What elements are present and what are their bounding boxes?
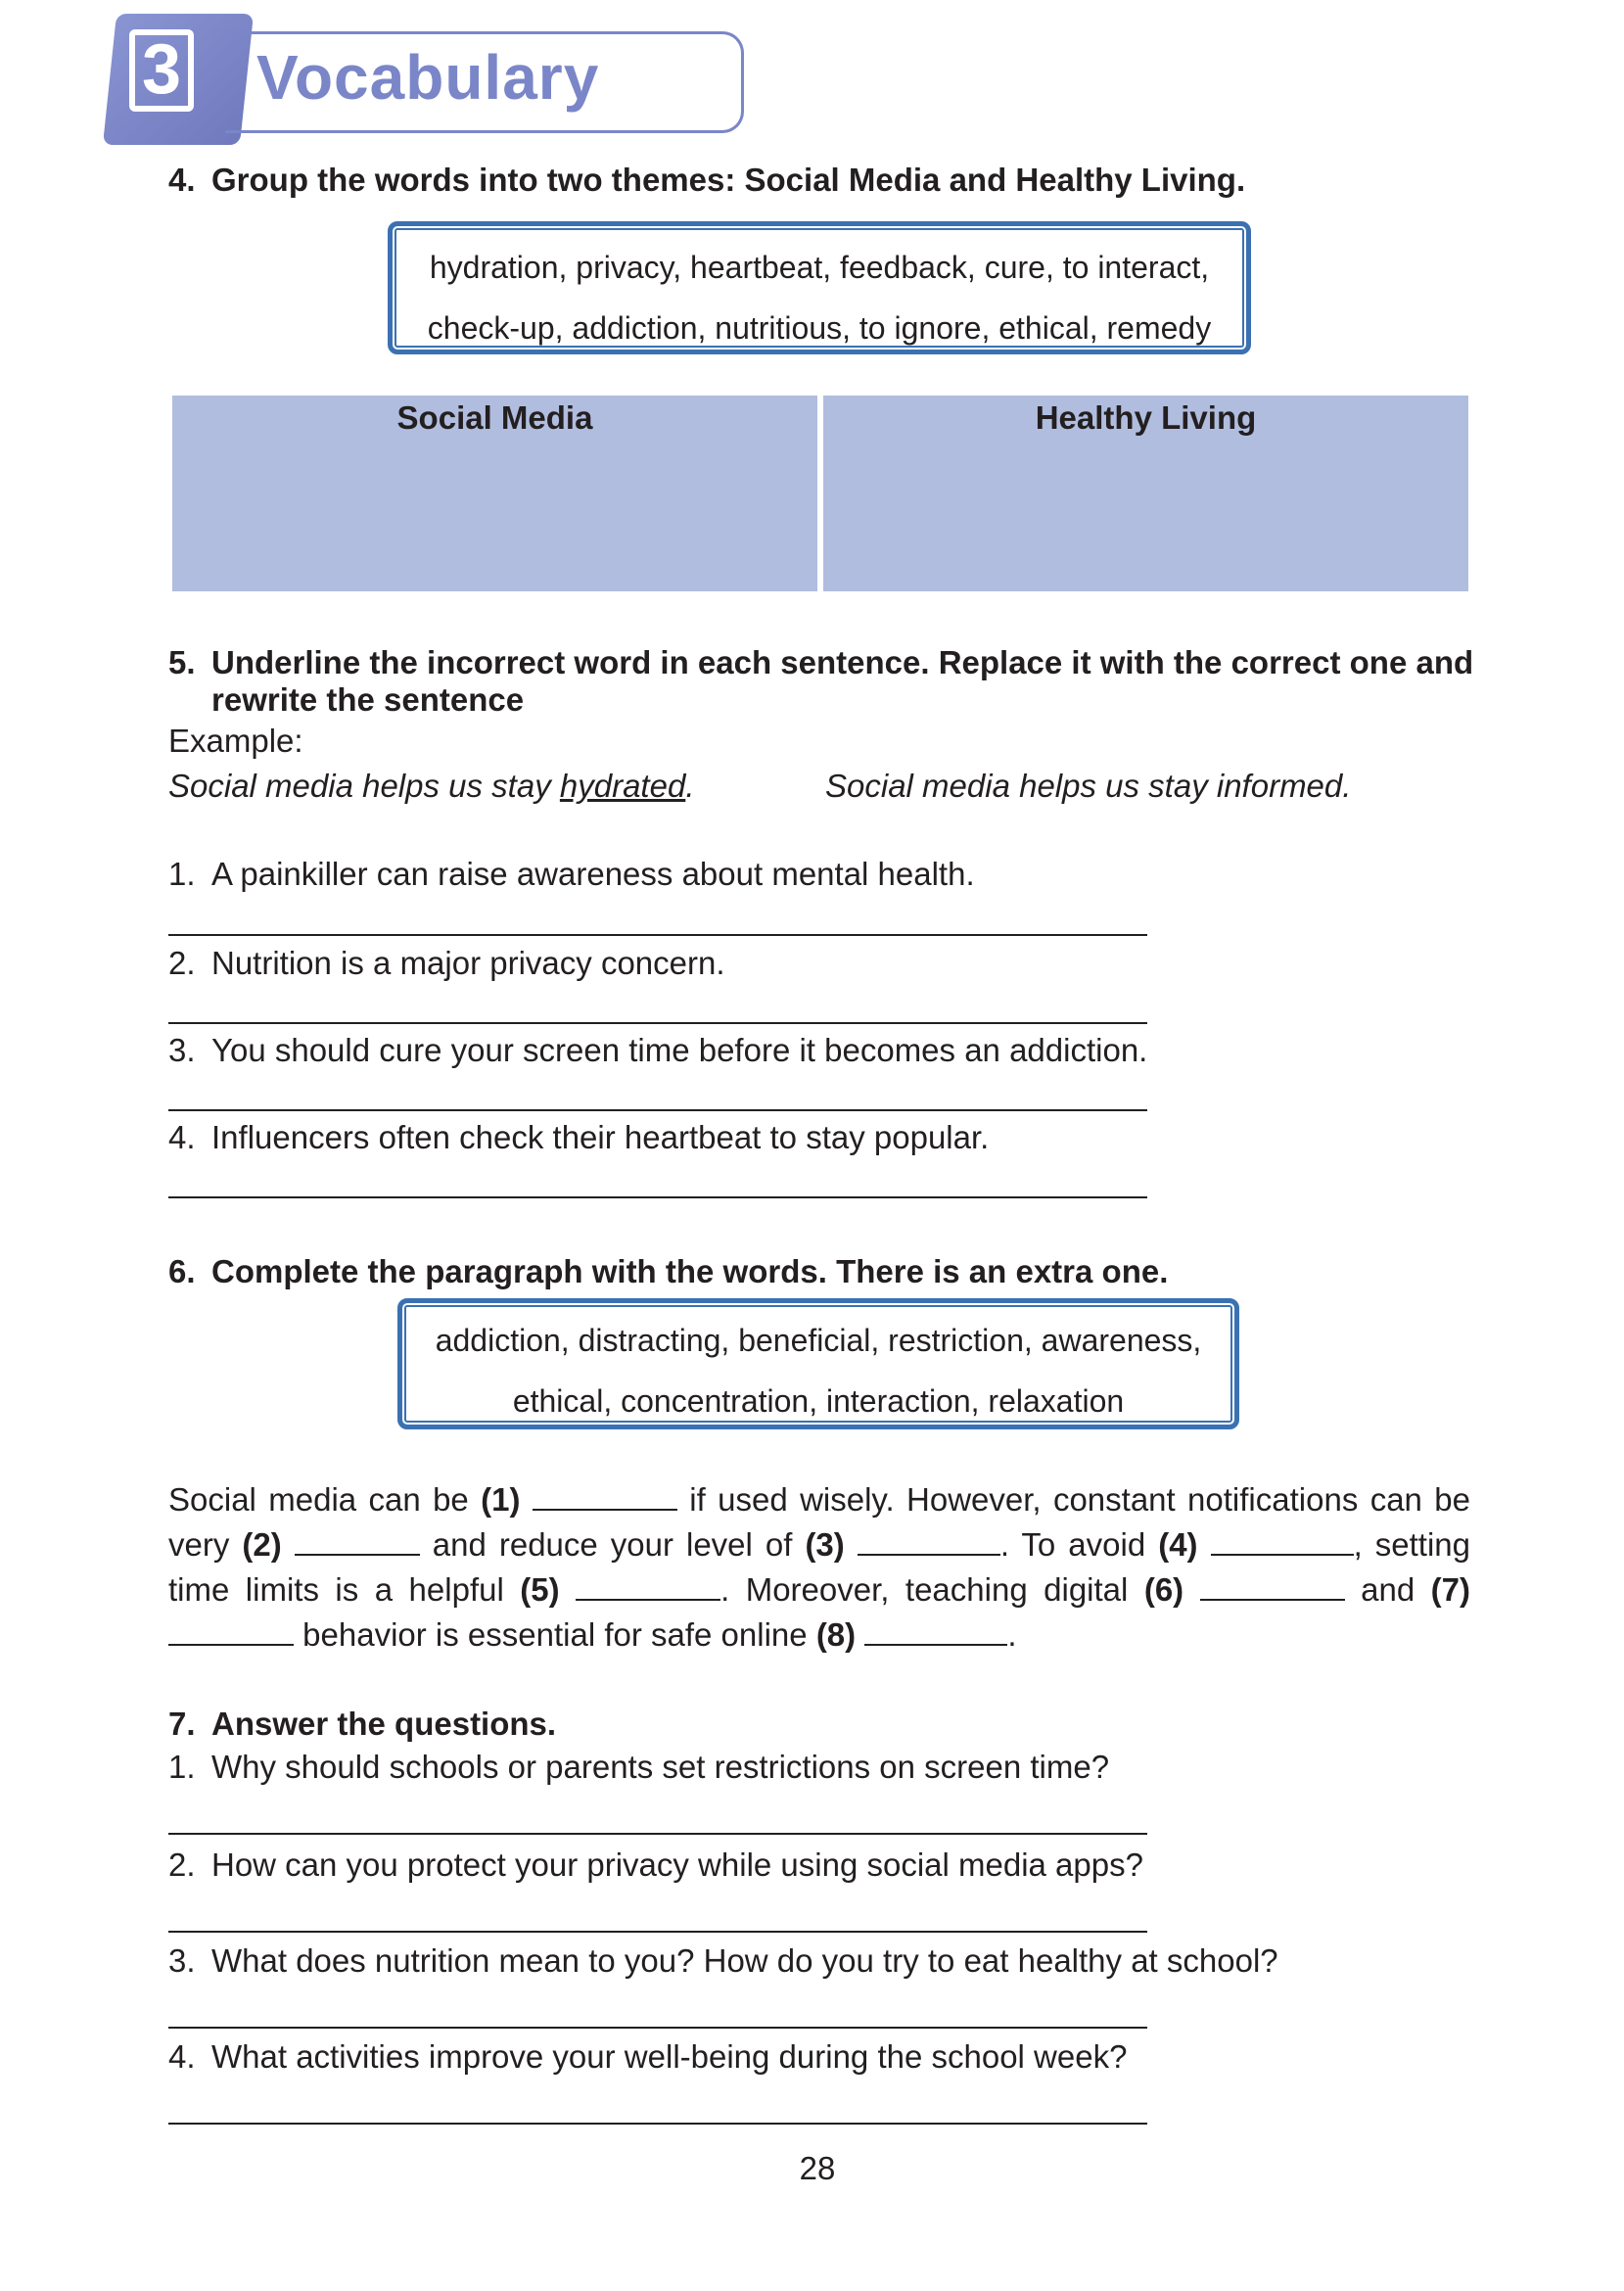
- theme-table: [172, 396, 1468, 591]
- q5-example-sentence: Social media helps us stay hydrated.: [168, 768, 695, 804]
- q5-item: 2. Nutrition is a major privacy concern.: [168, 945, 725, 981]
- gap-number: (6): [1143, 1571, 1184, 1608]
- q7-number: 7.: [168, 1706, 196, 1742]
- healthy-living-column[interactable]: [817, 396, 1468, 591]
- gap-7-blank[interactable]: [168, 1614, 294, 1646]
- q7-item: 1. Why should schools or parents set restrictions on screen time?: [168, 1749, 1110, 1785]
- gap-8-blank[interactable]: [864, 1614, 1007, 1646]
- q5-example-label: Example:: [168, 723, 303, 759]
- q5-item: 4. Influencers often check their heartbeat to stay popular.: [168, 1119, 990, 1155]
- healthy-living-header: Healthy Living: [1035, 399, 1257, 436]
- q5-example-answer: Social media helps us stay informed.: [825, 768, 1352, 804]
- q7-answer-line-3[interactable]: [168, 2027, 1147, 2029]
- gap-4-blank[interactable]: [1211, 1524, 1354, 1556]
- q4-word-line: hydration, privacy, heartbeat, feedback, cure, to interact,: [429, 250, 1210, 285]
- q7-instruction: Answer the questions.: [211, 1706, 557, 1742]
- gap-number: (5): [520, 1571, 560, 1608]
- q6-paragraph: Social media can be (1) if used wisely. However, constant notifications can be very (2) and reduce your level of (3) . To avoid (4) , setting time limits is a helpful (5) . Moreover, teaching digital (6) and (7) behavior is essential for safe online (8) .: [168, 1481, 1470, 1653]
- gap-number: (8): [815, 1616, 857, 1653]
- q5-answer-line-1[interactable]: [168, 934, 1147, 936]
- q5-item: 1. A painkiller can raise awareness about mental health.: [168, 856, 975, 892]
- gap-number: (1): [481, 1481, 521, 1518]
- unit-number: 3: [129, 29, 194, 112]
- q5-answer-line-4[interactable]: [168, 1196, 1147, 1198]
- q7-item: 3. What does nutrition mean to you? How do you try to eat healthy at school?: [168, 1942, 1278, 1979]
- q7-answer-line-2[interactable]: [168, 1931, 1147, 1933]
- q7-answer-line-1[interactable]: [168, 1833, 1147, 1835]
- q4-word-line: check-up, addiction, nutritious, to ignore, ethical, remedy: [427, 310, 1212, 346]
- q5-number: 5.: [168, 644, 196, 680]
- q5-item: 3. You should cure your screen time before it becomes an addiction.: [168, 1032, 1148, 1068]
- page-number: 28: [799, 2150, 836, 2186]
- gap-2-blank[interactable]: [295, 1524, 420, 1556]
- q6-instruction: Complete the paragraph with the words. There is an extra one.: [211, 1253, 1169, 1289]
- q6-word-line: addiction, distracting, beneficial, restriction, awareness,: [435, 1323, 1202, 1358]
- gap-3-blank[interactable]: [858, 1524, 1000, 1556]
- gap-number: (7): [1430, 1571, 1470, 1608]
- q4-heading: [168, 162, 1245, 199]
- q5-instruction-1: Underline the incorrect word in each sentence. Replace it with the correct one and: [211, 644, 1474, 680]
- q7-item: 2. How can you protect your privacy while using social media apps?: [168, 1847, 1143, 1883]
- gap-number: (2): [242, 1526, 282, 1563]
- q6-word-line: ethical, concentration, interaction, relaxation: [512, 1383, 1125, 1419]
- q4-word-box: [388, 221, 1251, 354]
- gap-1-blank[interactable]: [533, 1479, 677, 1511]
- q5-instruction-2: rewrite the sentence: [211, 681, 525, 718]
- social-media-column[interactable]: [172, 396, 817, 591]
- page-title: Vocabulary: [256, 42, 600, 113]
- q6-number: 6.: [168, 1253, 196, 1289]
- gap-5-blank[interactable]: [576, 1569, 720, 1601]
- q5-answer-line-2[interactable]: [168, 1022, 1147, 1024]
- q6-word-box: [397, 1298, 1239, 1429]
- q7-answer-line-4[interactable]: [168, 2123, 1147, 2125]
- q5-heading: [168, 644, 1480, 719]
- gap-number: (3): [805, 1526, 845, 1563]
- q7-item: 4. What activities improve your well-being during the school week?: [168, 2038, 1128, 2075]
- q4-number: 4.: [168, 162, 196, 198]
- q4-instruction: Group the words into two themes: Social Media and Healthy Living.: [211, 162, 1246, 198]
- q6-heading: [168, 1253, 1168, 1290]
- social-media-header: Social Media: [396, 399, 593, 436]
- gap-6-blank[interactable]: [1200, 1569, 1345, 1601]
- gap-number: (4): [1158, 1526, 1198, 1563]
- q5-answer-line-3[interactable]: [168, 1109, 1147, 1111]
- q7-heading: [168, 1706, 556, 1743]
- q5-example-wrong-word: hydrated: [559, 768, 686, 804]
